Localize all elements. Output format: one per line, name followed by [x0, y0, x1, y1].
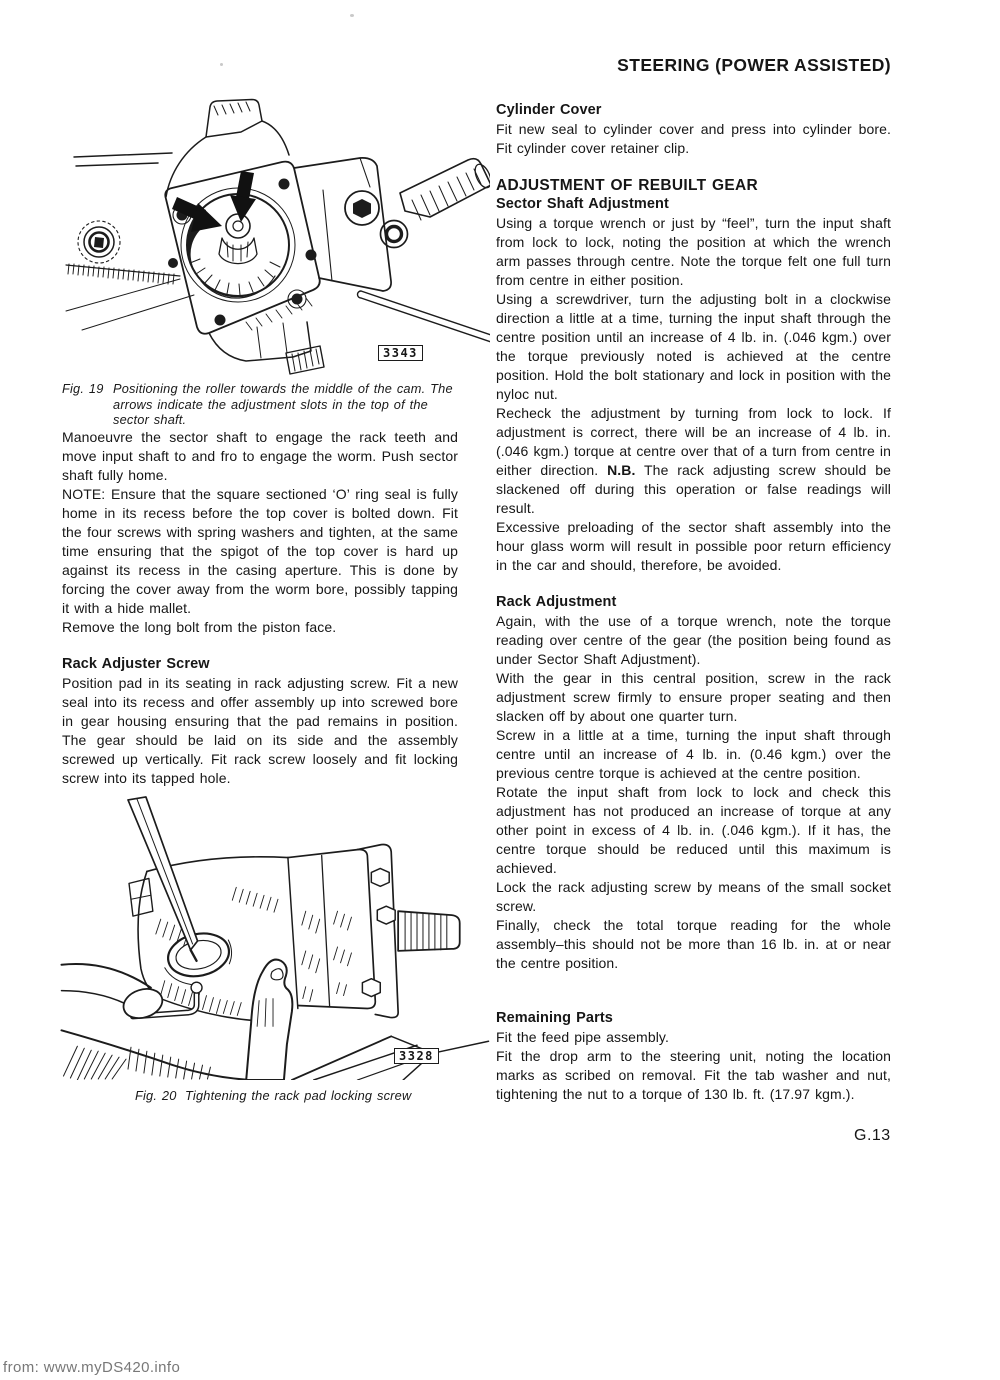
scan-speck [350, 14, 354, 17]
paragraph-cylinder-cover: Fit new seal to cylinder cover and press into cylinder bore. Fit cylinder cover retainer clip. [496, 121, 891, 156]
fig20-screwdriver-illustration [60, 792, 490, 1080]
scan-speck [220, 63, 223, 66]
paragraph-torque-wrench: Using a torque wrench or just by “feel”, turn the input shaft from lock to lock, noting the position at which the wrench arm passes through centre. Note the torque felt one full turn from centre in either position. [496, 215, 891, 288]
fig20-caption [62, 1088, 458, 1104]
source-watermark: from: www.myDS420.info [3, 1359, 181, 1376]
paragraph-finally-check: Finally, check the total torque reading for the whole assembly–this should not be more than 16 lb. in. at or near the centre position. [496, 917, 891, 971]
paragraph-feed-pipe: Fit the feed pipe assembly. [496, 1029, 669, 1045]
fig19-caption [62, 381, 458, 428]
paragraph-screw-in: Screw in a little at a time, turning the input shaft through centre until an increase of 4 lb. in. (0.46 kgm.) over the previous centre torque is achieved at the centre position. [496, 727, 891, 781]
paragraph-manoeuvre: Manoeuvre the sector shaft to engage the rack teeth and move input shaft to and fro to engage the worm. Push sector shaft fully home. [62, 428, 458, 483]
paragraph-rotate-input-shaft: Rotate the input shaft from lock to lock and check this adjustment has not produced an increase of torque at any other point in excess of 4 lb. in. (.046 kgm.). If it has, the centre torque should be reduced until this maximum is achieved. [496, 784, 891, 876]
left-column [62, 95, 458, 1103]
plate-number: 3328 [394, 1048, 439, 1064]
paragraph-rack-adjuster: Position pad in its seating in rack adjusting screw. Fit a new seal into its recess and offer assembly up into screwed bore in gear housing ensuring that the pad remains in position. The gear should be laid on its side and the assembly screwed up vertically. Fit rack screw loosely and fit locking screw into its tapped hole. [62, 674, 458, 786]
heading-cylinder-cover: Cylinder Cover [496, 102, 602, 118]
heading-adjustment-of-rebuilt-gear: ADJUSTMENT OF REBUILT GEAR [496, 177, 758, 194]
hand-finger [246, 959, 292, 1079]
paragraph-screwdriver: Using a screwdriver, turn the adjusting bolt in a clockwise direction a little at a time, turning the input shaft through the centre position until an increase of 4 lb. in. (.046 kgm.) over the torque previously noted is achieved at the centre position. Hold the bolt stationary and lock in position with the nyloc nut. [496, 291, 891, 402]
fig19-caption-label: Fig. 19 [62, 381, 104, 396]
paragraph-lock-screw: Lock the rack adjusting screw by means of the small socket screw. [496, 879, 891, 914]
heading-sector-shaft-adjustment: Sector Shaft Adjustment [496, 196, 669, 212]
paragraph-recheck [496, 404, 891, 518]
paragraph-remove-bolt: Remove the long bolt from the piston face. [62, 618, 337, 635]
recheck-text-after: The rack adjusting screw should be slackened off during this operation or false readings will result. [496, 462, 891, 516]
heading-rack-adjuster-screw: Rack Adjuster Screw [62, 655, 210, 672]
right-column [496, 95, 891, 1104]
paragraph-note: NOTE: Ensure that the square sectioned ‘O’ ring seal is fully home in its recess before the top cover is bolted down. Fit the four screws with spring washers and tighten, at the same time ensuring that the spigot of the top cover is hard up against its recess in the casing aperture. This is done by forcing the cover away from the worm bore, possibly tapping it with a hide mallet. [62, 485, 458, 616]
fig20-caption-text: Tightening the rack pad locking screw [185, 1087, 412, 1103]
paragraph-again-torque: Again, with the use of a torque wrench, note the torque reading over centre of the gear (the position being found as under Sector Shaft Adjustment). [496, 613, 891, 667]
paragraph-with-gear: With the gear in this central position, screw in the rack adjustment screw firmly to ensure proper seating and then slacken off by about one quarter turn. [496, 670, 891, 724]
figure-20 [60, 792, 490, 1080]
adjustment-slot-arrows [172, 171, 256, 232]
heading-remaining-parts: Remaining Parts [496, 1010, 613, 1026]
fig20-caption-label: Fig. 20 [135, 1087, 177, 1103]
figure-19 [60, 95, 490, 378]
paragraph-excessive-preloading: Excessive preloading of the sector shaft assembly into the hour glass worm will result in possible poor return efficiency in the car and should, therefore, be avoided. [496, 519, 891, 573]
paragraph-drop-arm: Fit the drop arm to the steering unit, noting the location marks as scribed on removal. Fit the tab washer and nut, tightening the nut to a torque of 130 lb. ft. (17.97 kgm.). [496, 1048, 891, 1102]
plate-number: 3343 [378, 345, 423, 361]
nb-emphasis: N.B. [607, 462, 636, 478]
recheck-text: Recheck the adjustment by turning from lock to lock. If adjustment is correct, there will be an increase of 4 lb. in. (.046 kgm.) torque at centre over that of a turn from centre in either direction. [496, 405, 891, 478]
heading-rack-adjustment: Rack Adjustment [496, 594, 617, 610]
fig19-steering-gear-illustration [60, 95, 490, 378]
page-number: G.13 [854, 1127, 891, 1144]
page-title: STEERING (POWER ASSISTED) [617, 55, 891, 75]
fig19-caption-text: Positioning the roller towards the middle of the cam. The arrows indicate the adjustment slots in the top of the sector shaft. [113, 381, 453, 427]
